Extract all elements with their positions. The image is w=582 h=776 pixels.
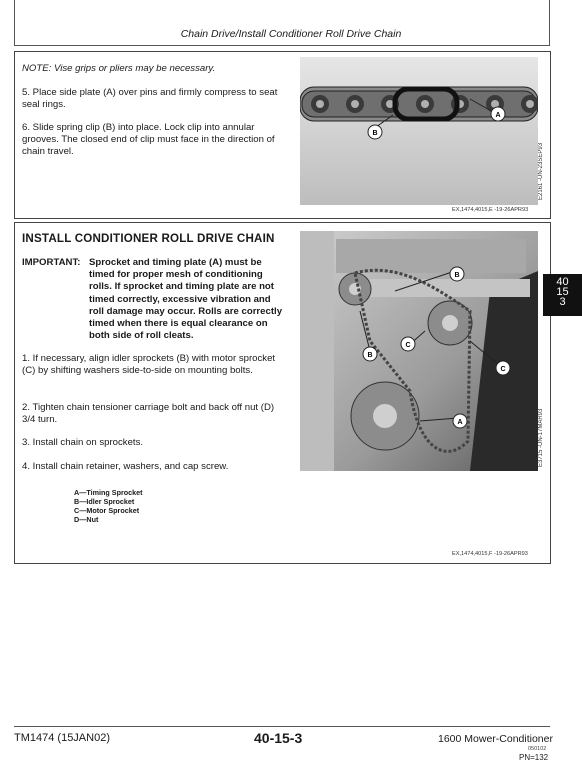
callout-b-2: B	[367, 352, 373, 359]
legend-item: D—Nut	[74, 515, 99, 524]
sprocket-photo	[300, 231, 538, 471]
step-5-text: 5. Place side plate (A) over pins and firmly compress to seat seal rings.	[22, 87, 278, 110]
callout-a: A	[495, 112, 501, 119]
footer-product-name: 1600 Mower-Conditioner	[438, 733, 553, 745]
chain-photo	[300, 57, 538, 205]
callout-c-2: C	[500, 366, 506, 373]
important-label: IMPORTANT:	[22, 257, 81, 268]
note-text: NOTE: Vise grips or pliers may be necessary.	[22, 63, 216, 74]
legend-item: B—Idler Sprocket	[74, 497, 135, 506]
callout-b: B	[372, 130, 378, 137]
tab-line-3: 3	[559, 296, 566, 308]
callout-b-1: B	[454, 272, 460, 279]
figure-2-side-code: E3715 -UN-17MAR93	[538, 408, 544, 467]
figure-1-reference: EX,1474,4015,E -19-26APR93	[452, 207, 529, 213]
step-6-text: 6. Slide spring clip (B) into place. Lock clip into annular grooves. The closed end of clip must face in the direction of chain travel.	[22, 122, 275, 157]
header-bottom-rule	[14, 45, 550, 46]
footer-date-code: 050102	[528, 746, 547, 752]
legend-list	[74, 488, 234, 524]
figure-2-reference: EX,1474,4015,F -19-26APR93	[452, 551, 528, 557]
important-text: Sprocket and timing plate (A) must be timed for proper mesh of conditioning rolls. If sprocket and timing plate are not timed correctly, excessive vibration and roll damage may occur. Rolls are correctly timed when there is equal clearance on both side of roll cleats.	[89, 257, 283, 342]
step-4-text: 4. Install chain retainer, washers, and cap screw.	[22, 461, 229, 472]
tab-line-1: 40	[556, 276, 569, 288]
step-2-text: 2. Tighten chain tensioner carriage bolt and back off nut (D) 3/4 turn.	[22, 402, 275, 425]
section-title: INSTALL CONDITIONER ROLL DRIVE CHAIN	[22, 232, 275, 245]
step-1-text: 1. If necessary, align idler sprockets (B) with motor sprocket (C) by shifting washers side-to-side on mounting bolts.	[22, 353, 276, 376]
page-header-title: Chain Drive/Install Conditioner Roll Drive Chain	[180, 28, 402, 40]
footer-pn: PN=132	[519, 753, 549, 762]
footer-page-number: 40-15-3	[254, 730, 303, 746]
legend-item: A—Timing Sprocket	[74, 488, 143, 497]
footer-rule	[14, 726, 550, 727]
callout-c-1: C	[405, 342, 411, 349]
callout-a: A	[457, 419, 463, 426]
legend-item: C—Motor Sprocket	[74, 506, 140, 515]
section-tab	[543, 274, 582, 316]
step-3-text: 3. Install chain on sprockets.	[22, 437, 144, 448]
footer-manual-id: TM1474 (15JAN02)	[14, 732, 110, 744]
figure-1-side-code: E2161 -UN-23SEP93	[538, 142, 544, 200]
tab-line-2: 15	[556, 286, 569, 298]
